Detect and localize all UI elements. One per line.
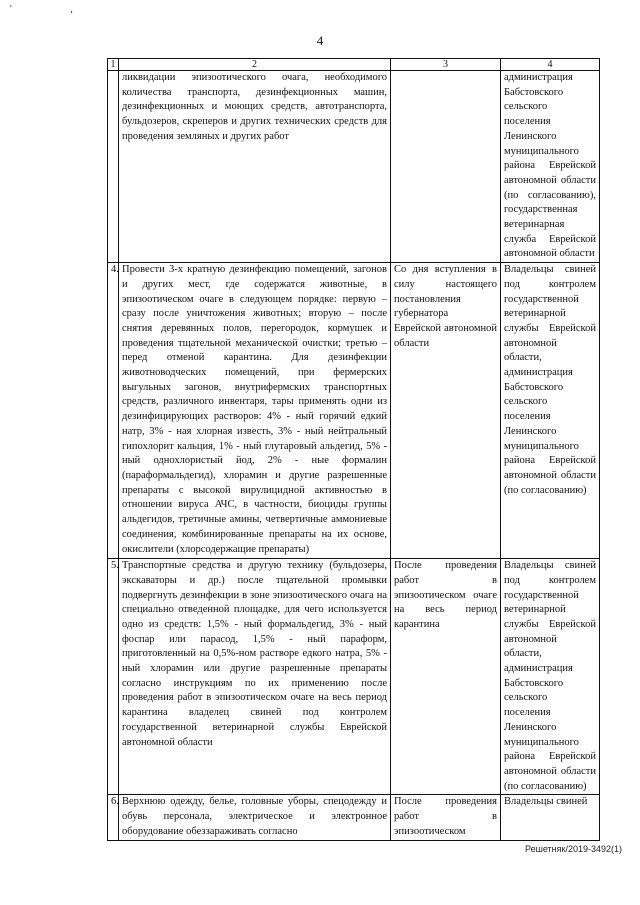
term-cell — [391, 71, 501, 263]
table-row — [108, 71, 600, 263]
row-number: 4. — [108, 263, 119, 559]
responsible-cell: Владельцы свиней — [501, 795, 600, 840]
term-cell: Со дня вступления в силу настоящего постановления губернатора Еврейской автономной области — [391, 263, 501, 559]
measures-table — [107, 58, 600, 841]
term-cell: После проведения работ в эпизоотическом — [391, 795, 501, 840]
responsible-cell: Владельцы свиней под контролем государственной ветеринарной службы Еврейской автономной области, администрация Бабстовского сельского поселения Ленинского муниципального района Еврейской автономной области (по согласованию) — [501, 559, 600, 795]
responsible-cell: администрация Бабстовского сельского поселения Ленинского муниципального района Еврейской автономной области (по согласованию), государственная ветеринарная служба Еврейской автономной области — [501, 71, 600, 263]
measure-cell: Провести 3-х кратную дезинфекцию помещений, загонов и других мест, где содержатся животные, в эпизоотическом очаге в следующем порядке: первую – сразу после уничтожения животных; вторую – после снятия деревянных полов, перегородок, кормушек и проведения тщательной механической очистки; третью – перед отменой карантина. Для дезинфекции животноводческих помещений, при фермерских выгульных загонов, внутрифермских транспортных средств, различного инвентаря, тары применять одни из дезинфицирующих растворов: 4% - ный горячий едкий натр, 3% - ная хлорная известь, 3% - ный нейтральный гипохлорит кальция, 1% - ный глутаровый альдегид, 5% - ный однохлористый йод, 2% - ные формалин (параформальдегид), хлорамин и другие разрешенные препараты с высокой вирулицидной активностью в отношении вируса АЧС, в частности, биоциды группы альдегидов, третичные амины, четвертичные аммониевые соединения, комбинированные препараты на их основе, окислители (хлорсодержащие препараты) — [119, 263, 391, 559]
table-row — [108, 559, 600, 795]
term-cell: После проведения работ в эпизоотическом очаге на весь период карантина — [391, 559, 501, 795]
header-row — [108, 59, 600, 71]
measure-cell: Верхнюю одежду, белье, головные уборы, спецодежду и обувь персонала, электрическое и электронное оборудование обеззараживать согласно — [119, 795, 391, 840]
page-number: 4 — [316, 33, 324, 48]
measure-cell: Транспортные средства и другую технику (бульдозеры, экскаваторы и др.) после тщательной промывки подвергнуть дезинфекции в зоне эпизоотического очага на специально отведенной площадке, для чего используется одно из средств: 1,5% - ный формальдегид, 3% - ный фоспар или парасод, 1,5% - ный параформ, приготовленный на 0,5%-ном растворе едкого натра, 5% - ный хлорамин или другие разрешенные препараты согласно инструкциям по их применению после проведения работ в эпизоотическом очаге на весь период карантина владелец свиней под контролем государственной ветеринарной службы Еврейской автономной области — [119, 559, 391, 795]
document-footer: Решетняк/2019-3492(1) — [525, 844, 622, 854]
table-row — [108, 795, 600, 840]
responsible-cell: Владельцы свиней под контролем государственной ветеринарной службы Еврейской автономной области, администрация Бабстовского сельского поселения Ленинского муниципального района Еврейской автономной области (по согласованию) — [501, 263, 600, 559]
header-col-3: 3 — [391, 59, 501, 71]
header-col-2: 2 — [119, 59, 391, 71]
measure-cell: ликвидации эпизоотического очага, необходимого количества транспорта, дезинфекционных машин, дезинфекционных и моющих средств, автотранспорта, бульдозеров, скреперов и других технических средств для проведения земляных и других работ — [119, 71, 391, 263]
header-col-1: 1 — [108, 59, 119, 71]
scan-marks: ' , — [10, 4, 101, 15]
row-number: 6. — [108, 795, 119, 840]
row-number: 5. — [108, 559, 119, 795]
row-number — [108, 71, 119, 263]
header-col-4: 4 — [501, 59, 600, 71]
table-row — [108, 263, 600, 559]
